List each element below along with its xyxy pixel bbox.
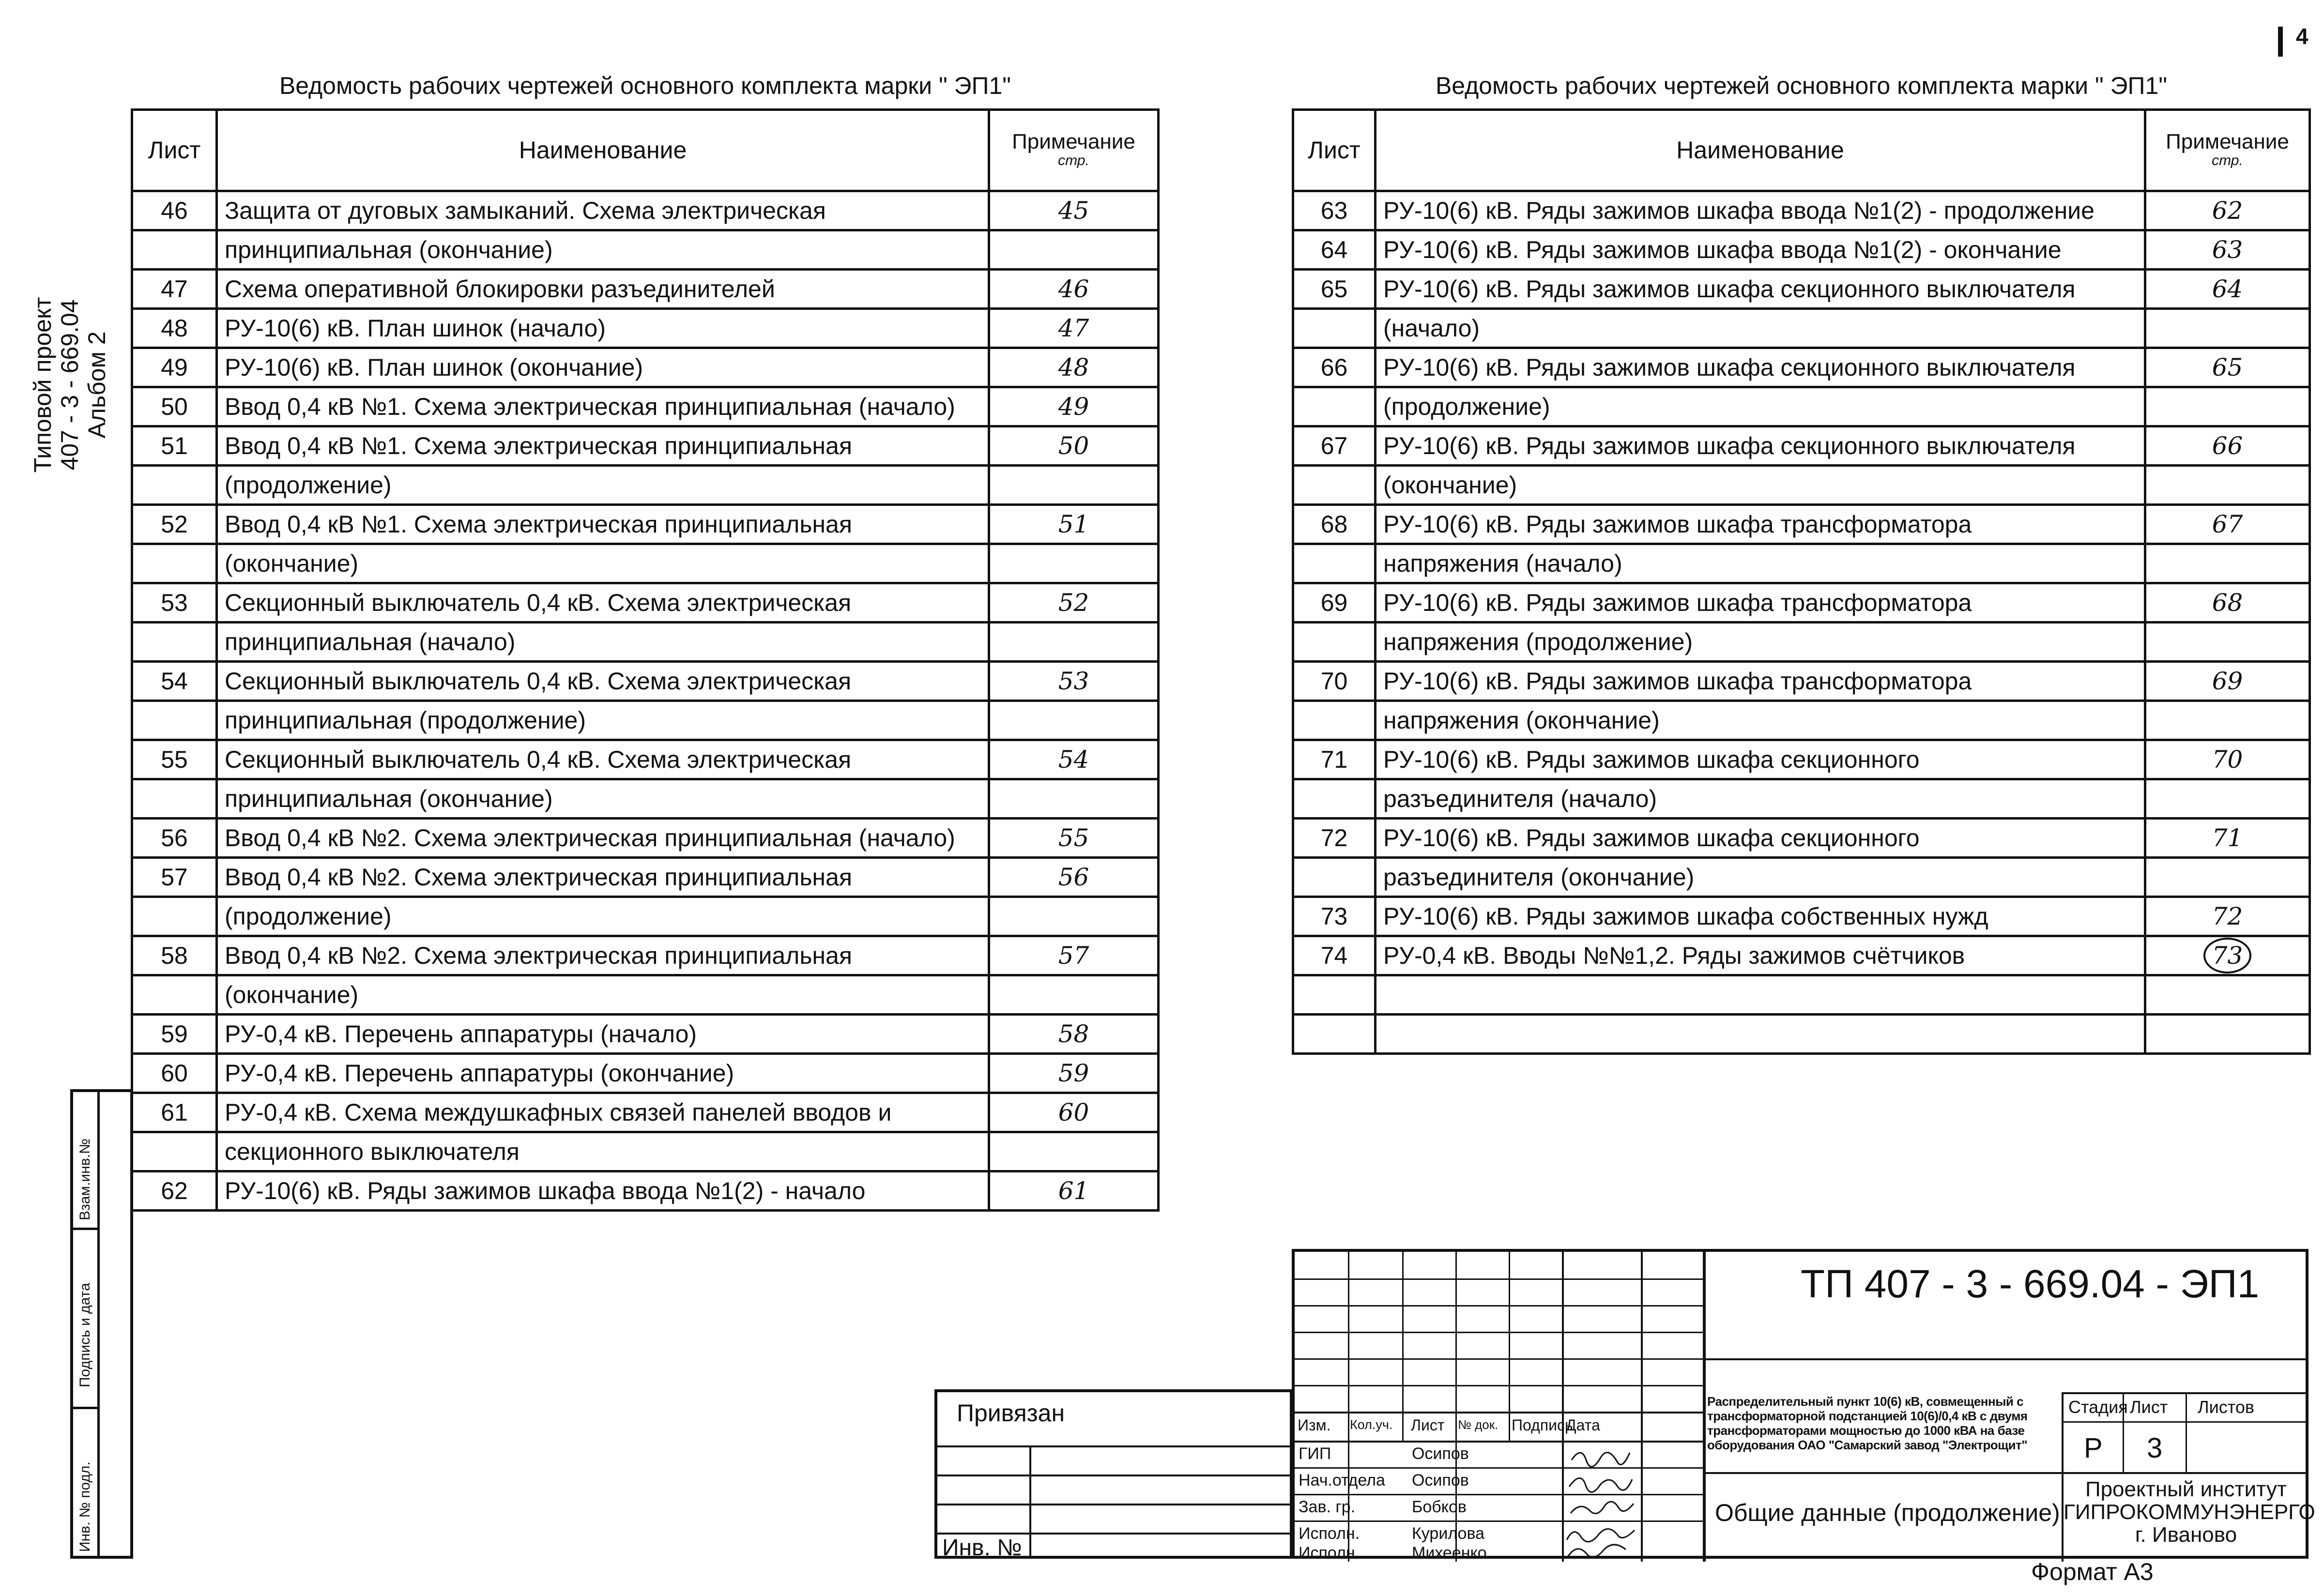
row-sheet: 69 [1293, 583, 1376, 622]
row-sheet [1293, 779, 1376, 818]
row-sheet: 55 [132, 740, 217, 779]
row-note [989, 465, 1159, 504]
row-note [2145, 936, 2310, 975]
head-data: Дата [1566, 1416, 1600, 1434]
row-sheet: 73 [1293, 897, 1376, 936]
statement-row [1293, 387, 2310, 426]
row-sheet: 72 [1293, 818, 1376, 857]
row-sheet [132, 975, 217, 1014]
row-note [989, 975, 1159, 1014]
row-name: Ввод 0,4 кВ №1. Схема электрическая принципиальная [217, 426, 989, 465]
row-note: 46 [989, 269, 1159, 308]
head-izm: Изм. [1298, 1416, 1331, 1434]
statement-row [1293, 583, 2310, 622]
head-kol: Кол.уч. [1350, 1417, 1393, 1432]
statement-row [1293, 426, 2310, 465]
col-note-sub: стр. [1058, 152, 1089, 168]
row-name: Секционный выключатель 0,4 кВ. Схема электрическая [217, 661, 989, 700]
row-note: 48 [989, 348, 1159, 387]
side-title-line3: Альбом 2 [83, 331, 110, 439]
row-name: принципиальная (окончание) [217, 230, 989, 269]
statement-row [132, 818, 1159, 857]
row-sheet [1293, 387, 1376, 426]
row-name: РУ-10(6) кВ. Ряды зажимов шкафа секционного выключателя [1376, 348, 2145, 387]
col-sheet-header: Лист [1293, 109, 1376, 191]
row-note: 64 [2145, 269, 2310, 308]
row-name: РУ-10(6) кВ. Ряды зажимов шкафа секционного выключателя [1376, 269, 2145, 308]
row-note: 49 [989, 387, 1159, 426]
statement-row [1293, 465, 2310, 504]
org-line1: Проектный институт [2085, 1477, 2287, 1501]
statement-row [1293, 191, 2310, 230]
row-name: напряжения (начало) [1376, 544, 2145, 583]
name-gip: Осипов [1412, 1444, 1469, 1463]
statement-row [132, 387, 1159, 426]
row-note [989, 544, 1159, 583]
row-note: 65 [2145, 348, 2310, 387]
statement-row [1293, 897, 2310, 936]
row-note [2145, 544, 2310, 583]
sheet-title: Общие данные (продолжение) [1715, 1499, 2060, 1526]
row-note [2145, 975, 2310, 1014]
row-name: Схема оперативной блокировки разъединителей [217, 269, 989, 308]
row-name: разъединителя (начало) [1376, 779, 2145, 818]
row-note: 69 [2145, 661, 2310, 700]
row-sheet: 47 [132, 269, 217, 308]
row-note [989, 779, 1159, 818]
row-sheet: 67 [1293, 426, 1376, 465]
row-sheet [1293, 700, 1376, 740]
row-name: Защита от дуговых замыканий. Схема электрическая [217, 191, 989, 230]
row-sheet: 66 [1293, 348, 1376, 387]
row-name: РУ-10(6) кВ. План шинок (окончание) [217, 348, 989, 387]
row-name: (окончание) [217, 544, 989, 583]
statement-row [132, 230, 1159, 269]
row-name [1376, 975, 2145, 1014]
row-name: РУ-10(6) кВ. Ряды зажимов шкафа трансформатора [1376, 583, 2145, 622]
row-name: принципиальная (начало) [217, 622, 989, 661]
row-name: Ввод 0,4 кВ №1. Схема электрическая принципиальная (начало) [217, 387, 989, 426]
row-sheet: 54 [132, 661, 217, 700]
row-sheet: 49 [132, 348, 217, 387]
row-name: РУ-0,4 кВ. Перечень аппаратуры (начало) [217, 1014, 989, 1053]
row-sheet [1293, 308, 1376, 348]
col-note-label: Примечание [1012, 130, 1135, 153]
row-sheet: 52 [132, 504, 217, 544]
row-name: напряжения (окончание) [1376, 700, 2145, 740]
row-note [2145, 622, 2310, 661]
row-name: РУ-10(6) кВ. Ряды зажимов шкафа трансформатора [1376, 504, 2145, 544]
row-note: 54 [989, 740, 1159, 779]
row-note [2145, 857, 2310, 897]
inv-no-label: Инв. № [942, 1535, 1022, 1561]
row-sheet [132, 700, 217, 740]
row-note [989, 1132, 1159, 1171]
statement-row [132, 269, 1159, 308]
row-name: РУ-10(6) кВ. Ряды зажимов шкафа секционного [1376, 740, 2145, 779]
statement-row [1293, 348, 2310, 387]
statement-row [132, 504, 1159, 544]
row-note [989, 622, 1159, 661]
row-sheet [1293, 544, 1376, 583]
name-ispoln2: Михеенко [1412, 1544, 1487, 1562]
row-name: разъединителя (окончание) [1376, 857, 2145, 897]
statement-row [132, 897, 1159, 936]
statement-row [132, 936, 1159, 975]
statement-table-right [1292, 63, 2311, 1055]
row-name: Ввод 0,4 кВ №2. Схема электрическая принципиальная (начало) [217, 818, 989, 857]
row-note: 56 [989, 857, 1159, 897]
row-note [2145, 465, 2310, 504]
row-note: 57 [989, 936, 1159, 975]
row-name: РУ-10(6) кВ. Ряды зажимов шкафа трансформатора [1376, 661, 2145, 700]
stage-label: Стадия [2068, 1397, 2128, 1417]
side-project-title [29, 228, 110, 542]
row-note: 68 [2145, 583, 2310, 622]
row-sheet: 56 [132, 818, 217, 857]
row-note: 51 [989, 504, 1159, 544]
row-sheet: 60 [132, 1053, 217, 1093]
statement-row [132, 1093, 1159, 1132]
org-line3: г. Иваново [2135, 1523, 2237, 1547]
row-note [2145, 387, 2310, 426]
list-label: Лист [2130, 1397, 2168, 1417]
row-sheet: 71 [1293, 740, 1376, 779]
statement-title-right: Ведомость рабочих чертежей основного комплекта марки " ЭП1" [1293, 63, 2310, 109]
row-name: Ввод 0,4 кВ №2. Схема электрическая принципиальная [217, 857, 989, 897]
row-name: Ввод 0,4 кВ №1. Схема электрическая принципиальная [217, 504, 989, 544]
name-ispoln1: Курилова [1412, 1524, 1485, 1543]
row-name: (продолжение) [217, 465, 989, 504]
head-podpis: Подпись [1512, 1416, 1573, 1434]
row-sheet [132, 622, 217, 661]
row-name: (продолжение) [1376, 387, 2145, 426]
designation: ТП 407 - 3 - 669.04 - ЭП1 [1801, 1262, 2260, 1306]
row-name: (окончание) [1376, 465, 2145, 504]
name-nach: Осипов [1412, 1471, 1469, 1490]
statement-row [1293, 544, 2310, 583]
row-note: 63 [2145, 230, 2310, 269]
statement-row [132, 700, 1159, 740]
row-note [2145, 1014, 2310, 1053]
statement-row [132, 661, 1159, 700]
statement-row [132, 544, 1159, 583]
row-sheet: 65 [1293, 269, 1376, 308]
statement-row [132, 426, 1159, 465]
role-nach: Нач.отдела [1299, 1471, 1385, 1490]
row-note [989, 230, 1159, 269]
row-note: 50 [989, 426, 1159, 465]
row-note: 72 [2145, 897, 2310, 936]
statement-row [1293, 818, 2310, 857]
statement-row [1293, 1014, 2310, 1053]
object-name: Распределительный пункт 10(6) кВ, совмещенный с трансформаторной подстанцией 10(6)/0,4 кВ с двумя трансформаторами мощностью до 1000 кВА на базе оборудования ОАО "Самарский завод "Электрощит" [1707, 1394, 2028, 1452]
row-note: 70 [2145, 740, 2310, 779]
row-sheet [132, 779, 217, 818]
privyazan-label: Привязан [957, 1399, 1065, 1427]
row-name: РУ-0,4 кВ. Схема междушкафных связей панелей вводов и [217, 1093, 989, 1132]
statement-row [132, 1053, 1159, 1093]
row-sheet: 59 [132, 1014, 217, 1053]
row-note: 45 [989, 191, 1159, 230]
statement-title-left: Ведомость рабочих чертежей основного комплекта марки " ЭП1" [132, 63, 1159, 109]
row-name: РУ-0,4 кВ. Вводы №№1,2. Ряды зажимов счётчиков [1376, 936, 2145, 975]
row-name: (окончание) [217, 975, 989, 1014]
row-name: РУ-10(6) кВ. Ряды зажимов шкафа секционного [1376, 818, 2145, 857]
privyazan-block [934, 1389, 1293, 1559]
org-line2: ГИПРОКОММУНЭНЕРГО [2064, 1500, 2315, 1524]
row-sheet: 57 [132, 857, 217, 897]
statement-row [132, 1014, 1159, 1053]
row-note: 60 [989, 1093, 1159, 1132]
statement-row [1293, 975, 2310, 1014]
statement-row [132, 1171, 1159, 1210]
head-list: Лист [1411, 1416, 1445, 1434]
col-note-label: Примечание [2166, 130, 2289, 153]
row-sheet: 48 [132, 308, 217, 348]
list-value: 3 [2147, 1432, 2163, 1464]
side-title-line1: Типовой проект [29, 297, 56, 473]
statement-row [1293, 230, 2310, 269]
row-note: 55 [989, 818, 1159, 857]
row-sheet: 62 [132, 1171, 217, 1210]
row-name: РУ-10(6) кВ. План шинок (начало) [217, 308, 989, 348]
statement-row [1293, 857, 2310, 897]
statement-row [1293, 936, 2310, 975]
row-name: принципиальная (продолжение) [217, 700, 989, 740]
row-sheet [1293, 1014, 1376, 1053]
role-zav: Зав. гр. [1299, 1498, 1356, 1516]
row-sheet: 74 [1293, 936, 1376, 975]
signatures-image [1562, 1441, 1641, 1562]
row-sheet: 51 [132, 426, 217, 465]
row-note: 59 [989, 1053, 1159, 1093]
listov-label: Листов [2198, 1397, 2254, 1417]
strip-inv-label: Инв. № подл. [77, 1461, 93, 1552]
statement-row [132, 308, 1159, 348]
statement-row [132, 622, 1159, 661]
row-note: 47 [989, 308, 1159, 348]
side-title-line2: 407 - 3 - 669.04 [56, 299, 83, 471]
row-sheet [132, 544, 217, 583]
col-note-header [2145, 109, 2310, 191]
row-name: РУ-10(6) кВ. Ряды зажимов шкафа ввода №1(2) - окончание [1376, 230, 2145, 269]
col-name-header: Наименование [1376, 109, 2145, 191]
statement-row [132, 191, 1159, 230]
row-name: Секционный выключатель 0,4 кВ. Схема электрическая [217, 583, 989, 622]
statement-row [1293, 700, 2310, 740]
statement-row [132, 975, 1159, 1014]
statement-row [132, 1132, 1159, 1171]
row-sheet [1293, 622, 1376, 661]
statement-row [1293, 269, 2310, 308]
row-name: РУ-10(6) кВ. Ряды зажимов шкафа собственных нужд [1376, 897, 2145, 936]
col-note-sub: стр. [2212, 152, 2243, 168]
sheet-number: 4 [2296, 24, 2309, 49]
row-name: РУ-10(6) кВ. Ряды зажимов шкафа ввода №1(2) - продолжение [1376, 191, 2145, 230]
row-name: секционного выключателя [217, 1132, 989, 1171]
row-note [2145, 779, 2310, 818]
statement-row [1293, 308, 2310, 348]
row-name: РУ-0,4 кВ. Перечень аппаратуры (окончание) [217, 1053, 989, 1093]
statement-row [132, 583, 1159, 622]
row-sheet: 64 [1293, 230, 1376, 269]
row-sheet: 58 [132, 936, 217, 975]
row-name: РУ-10(6) кВ. Ряды зажимов шкафа ввода №1(2) - начало [217, 1171, 989, 1210]
row-name: (начало) [1376, 308, 2145, 348]
row-sheet: 68 [1293, 504, 1376, 544]
strip-podpis-label: Подпись и дата [77, 1283, 93, 1387]
row-sheet [132, 897, 217, 936]
role-ispoln1: Исполн. [1299, 1524, 1360, 1543]
col-note-header [989, 109, 1159, 191]
row-sheet: 63 [1293, 191, 1376, 230]
title-block [1292, 1249, 2315, 1562]
row-sheet: 50 [132, 387, 217, 426]
row-sheet: 46 [132, 191, 217, 230]
row-sheet [132, 1132, 217, 1171]
row-note-circled: 73 [2203, 938, 2252, 973]
sheet-number-mark [2278, 27, 2283, 57]
row-sheet [132, 230, 217, 269]
row-name: принципиальная (окончание) [217, 779, 989, 818]
row-note: 58 [989, 1014, 1159, 1053]
row-sheet [1293, 465, 1376, 504]
strip-vzam-label: Взам.инв.№ [77, 1138, 93, 1220]
stage-value: Р [2084, 1432, 2103, 1464]
row-name [1376, 1014, 2145, 1053]
row-sheet [132, 465, 217, 504]
statement-row [1293, 622, 2310, 661]
statement-row [132, 779, 1159, 818]
row-note: 67 [2145, 504, 2310, 544]
statement-row [132, 348, 1159, 387]
row-note: 61 [989, 1171, 1159, 1210]
format-label: Формат А3 [2031, 1558, 2154, 1585]
row-note: 52 [989, 583, 1159, 622]
row-sheet [1293, 857, 1376, 897]
row-note: 62 [2145, 191, 2310, 230]
row-name: напряжения (продолжение) [1376, 622, 2145, 661]
name-zav: Бобков [1412, 1498, 1467, 1516]
row-note: 71 [2145, 818, 2310, 857]
approval-strip [70, 1089, 133, 1559]
row-name: Секционный выключатель 0,4 кВ. Схема электрическая [217, 740, 989, 779]
row-name: РУ-10(6) кВ. Ряды зажимов шкафа секционного выключателя [1376, 426, 2145, 465]
statement-row [132, 857, 1159, 897]
row-note [2145, 308, 2310, 348]
row-name: (продолжение) [217, 897, 989, 936]
statement-row [1293, 740, 2310, 779]
row-note: 66 [2145, 426, 2310, 465]
statement-row [132, 465, 1159, 504]
role-gip: ГИП [1299, 1444, 1331, 1463]
row-note [989, 700, 1159, 740]
row-sheet: 70 [1293, 661, 1376, 700]
col-sheet-header: Лист [132, 109, 217, 191]
statement-table-left [131, 63, 1160, 1212]
statement-row [1293, 661, 2310, 700]
row-note [2145, 700, 2310, 740]
row-sheet: 53 [132, 583, 217, 622]
row-sheet: 61 [132, 1093, 217, 1132]
row-sheet [1293, 975, 1376, 1014]
head-ndok: № док. [1458, 1417, 1498, 1432]
col-name-header: Наименование [217, 109, 989, 191]
statement-row [1293, 779, 2310, 818]
statement-row [1293, 504, 2310, 544]
role-ispoln2: Исполн [1299, 1544, 1355, 1562]
statement-row [132, 740, 1159, 779]
row-name: Ввод 0,4 кВ №2. Схема электрическая принципиальная [217, 936, 989, 975]
row-note [989, 897, 1159, 936]
row-note: 53 [989, 661, 1159, 700]
